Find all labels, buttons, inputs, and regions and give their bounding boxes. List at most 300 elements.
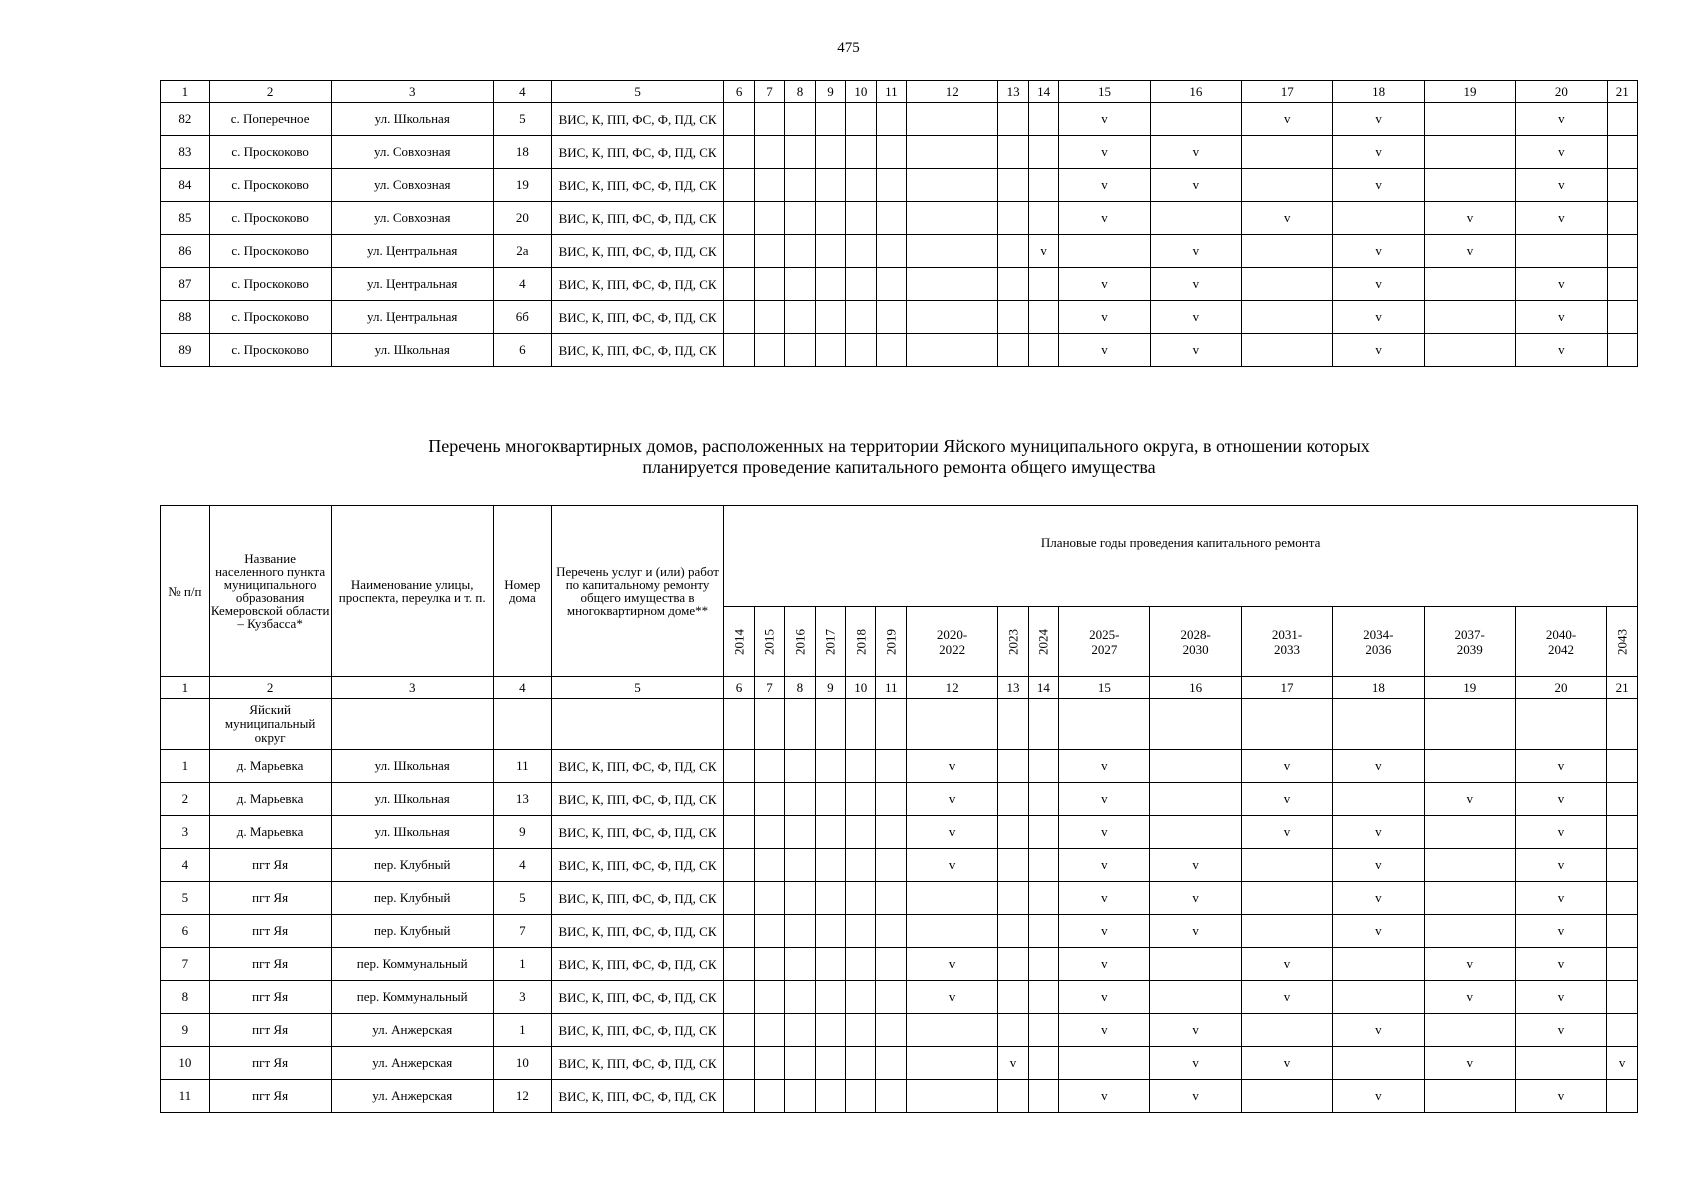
column-number-cell: 18 bbox=[1333, 81, 1424, 103]
year-mark bbox=[1028, 948, 1058, 981]
year-mark bbox=[815, 202, 845, 235]
street-name: ул. Совхозная bbox=[331, 136, 493, 169]
year-mark bbox=[846, 136, 876, 169]
works-list: ВИС, К, ПП, ФС, Ф, ПД, СК bbox=[551, 268, 724, 301]
year-mark bbox=[998, 169, 1028, 202]
row-number: 88 bbox=[161, 301, 210, 334]
year-mark bbox=[1333, 948, 1424, 981]
column-number-cell: 17 bbox=[1241, 677, 1332, 699]
year-mark bbox=[785, 1014, 815, 1047]
year-mark: v bbox=[1515, 915, 1606, 948]
row-number: 4 bbox=[161, 849, 210, 882]
year-mark bbox=[1028, 301, 1058, 334]
year-mark: v bbox=[1424, 202, 1515, 235]
header-year bbox=[815, 607, 845, 677]
year-mark bbox=[1607, 915, 1638, 948]
year-mark: v bbox=[1241, 750, 1332, 783]
column-number-cell: 17 bbox=[1242, 81, 1333, 103]
year-mark bbox=[1607, 103, 1638, 136]
year-mark bbox=[1424, 849, 1515, 882]
table-row bbox=[161, 235, 1638, 268]
column-number-cell: 19 bbox=[1424, 677, 1515, 699]
group-empty bbox=[754, 699, 784, 750]
street-name: пер. Клубный bbox=[331, 849, 493, 882]
year-mark bbox=[815, 1014, 845, 1047]
place-name: пгт Яя bbox=[209, 1047, 331, 1080]
year-mark bbox=[876, 882, 906, 915]
header-works: Перечень услуг и (или) работ по капитальному ремонту общего имущества в многоквартирном доме** bbox=[551, 506, 724, 677]
place-name: пгт Яя bbox=[209, 1080, 331, 1113]
year-mark: v bbox=[1059, 1014, 1150, 1047]
year-mark bbox=[1333, 1047, 1424, 1080]
year-mark bbox=[907, 235, 998, 268]
year-mark: v bbox=[1059, 915, 1150, 948]
year-mark: v bbox=[1241, 783, 1332, 816]
house-number: 10 bbox=[493, 1047, 551, 1080]
year-mark bbox=[815, 915, 845, 948]
header-year: 2037- 2039 bbox=[1424, 607, 1515, 677]
year-mark bbox=[1424, 816, 1515, 849]
table-row bbox=[161, 301, 1638, 334]
header-year bbox=[724, 607, 754, 677]
year-mark bbox=[724, 334, 754, 367]
year-mark bbox=[785, 849, 815, 882]
column-number-cell: 8 bbox=[785, 81, 815, 103]
year-mark bbox=[754, 1014, 784, 1047]
header-year bbox=[998, 607, 1028, 677]
year-mark bbox=[1424, 334, 1515, 367]
column-number-row bbox=[161, 677, 1638, 699]
year-mark: v bbox=[1516, 268, 1607, 301]
year-mark bbox=[1607, 334, 1638, 367]
place-name: с. Проскоково bbox=[209, 136, 331, 169]
year-mark bbox=[785, 334, 815, 367]
table-row bbox=[161, 1080, 1638, 1113]
year-mark: v bbox=[1059, 301, 1150, 334]
year-mark bbox=[724, 750, 754, 783]
year-mark bbox=[907, 268, 998, 301]
year-mark bbox=[998, 1080, 1028, 1113]
place-name: пгт Яя bbox=[209, 981, 331, 1014]
year-mark bbox=[1028, 268, 1058, 301]
year-mark bbox=[998, 301, 1028, 334]
column-number-cell: 1 bbox=[161, 677, 210, 699]
year-mark bbox=[1059, 1047, 1150, 1080]
works-list: ВИС, К, ПП, ФС, Ф, ПД, СК bbox=[551, 981, 724, 1014]
street-name: ул. Школьная bbox=[331, 334, 493, 367]
column-number-cell: 6 bbox=[724, 677, 754, 699]
year-mark bbox=[724, 235, 754, 268]
year-mark bbox=[1028, 1080, 1058, 1113]
year-mark bbox=[846, 103, 876, 136]
year-mark bbox=[1424, 136, 1515, 169]
header-street: Наименование улицы, проспекта, переулка и т. п. bbox=[331, 506, 493, 677]
column-number-cell: 13 bbox=[998, 677, 1028, 699]
year-mark: v bbox=[1059, 948, 1150, 981]
place-name: с. Поперечное bbox=[209, 103, 331, 136]
year-mark bbox=[1424, 915, 1515, 948]
year-mark bbox=[846, 816, 876, 849]
year-mark bbox=[846, 169, 876, 202]
year-mark bbox=[724, 1047, 754, 1080]
year-mark bbox=[906, 1014, 997, 1047]
year-mark bbox=[754, 849, 784, 882]
header-year-label: 2017 bbox=[822, 628, 838, 655]
year-mark bbox=[754, 882, 784, 915]
street-name: пер. Коммунальный bbox=[331, 981, 493, 1014]
year-mark bbox=[815, 849, 845, 882]
year-mark bbox=[906, 1047, 997, 1080]
header-year: 2020- 2022 bbox=[906, 607, 997, 677]
row-number: 83 bbox=[161, 136, 210, 169]
year-mark: v bbox=[1150, 849, 1241, 882]
row-number: 85 bbox=[161, 202, 210, 235]
year-mark bbox=[998, 783, 1028, 816]
year-mark bbox=[785, 1047, 815, 1080]
year-mark bbox=[1607, 948, 1638, 981]
row-number: 5 bbox=[161, 882, 210, 915]
house-number: 1 bbox=[493, 948, 551, 981]
year-mark bbox=[1150, 750, 1241, 783]
year-mark bbox=[907, 334, 998, 367]
year-mark bbox=[754, 268, 784, 301]
year-mark: v bbox=[1150, 169, 1241, 202]
street-name: пер. Коммунальный bbox=[331, 948, 493, 981]
house-number: 4 bbox=[493, 268, 551, 301]
year-mark bbox=[1607, 169, 1638, 202]
year-mark bbox=[998, 882, 1028, 915]
place-name: с. Проскоково bbox=[209, 169, 331, 202]
group-empty bbox=[998, 699, 1028, 750]
year-mark bbox=[876, 816, 906, 849]
year-mark bbox=[754, 783, 784, 816]
group-empty bbox=[724, 699, 754, 750]
year-mark: v bbox=[1333, 849, 1424, 882]
year-mark bbox=[1150, 103, 1241, 136]
year-mark bbox=[754, 915, 784, 948]
year-mark: v bbox=[1333, 301, 1424, 334]
table-row bbox=[161, 981, 1638, 1014]
street-name: пер. Клубный bbox=[331, 915, 493, 948]
year-mark bbox=[785, 1080, 815, 1113]
year-mark bbox=[876, 169, 906, 202]
year-mark: v bbox=[1150, 1080, 1241, 1113]
year-mark bbox=[1028, 750, 1058, 783]
year-mark bbox=[1607, 1080, 1638, 1113]
year-mark bbox=[724, 816, 754, 849]
year-mark: v bbox=[1059, 136, 1150, 169]
year-mark: v bbox=[1059, 783, 1150, 816]
group-empty bbox=[846, 699, 876, 750]
year-mark bbox=[998, 202, 1028, 235]
header-year: 2031- 2033 bbox=[1241, 607, 1332, 677]
year-mark bbox=[724, 169, 754, 202]
year-mark: v bbox=[1333, 882, 1424, 915]
house-number: 4 bbox=[493, 849, 551, 882]
year-mark bbox=[754, 816, 784, 849]
table-row bbox=[161, 103, 1638, 136]
column-number-cell: 20 bbox=[1516, 81, 1607, 103]
place-name: пгт Яя bbox=[209, 849, 331, 882]
table-row bbox=[161, 268, 1638, 301]
place-name: с. Проскоково bbox=[209, 268, 331, 301]
year-mark: v bbox=[1333, 136, 1424, 169]
works-list: ВИС, К, ПП, ФС, Ф, ПД, СК bbox=[551, 235, 724, 268]
year-mark bbox=[754, 1047, 784, 1080]
year-mark bbox=[876, 268, 906, 301]
year-mark bbox=[846, 882, 876, 915]
year-mark bbox=[846, 915, 876, 948]
works-list: ВИС, К, ПП, ФС, Ф, ПД, СК bbox=[551, 136, 724, 169]
group-empty bbox=[1150, 699, 1241, 750]
group-empty bbox=[815, 699, 845, 750]
header-year bbox=[1028, 607, 1058, 677]
year-mark bbox=[846, 334, 876, 367]
year-mark bbox=[876, 136, 906, 169]
year-mark bbox=[815, 169, 845, 202]
year-mark bbox=[724, 301, 754, 334]
year-mark: v bbox=[1059, 268, 1150, 301]
year-mark: v bbox=[1424, 948, 1515, 981]
place-name: пгт Яя bbox=[209, 1014, 331, 1047]
year-mark: v bbox=[1059, 849, 1150, 882]
works-list: ВИС, К, ПП, ФС, Ф, ПД, СК bbox=[551, 816, 724, 849]
year-mark bbox=[1242, 268, 1333, 301]
house-number: 5 bbox=[493, 103, 551, 136]
year-mark bbox=[846, 235, 876, 268]
row-number: 11 bbox=[161, 1080, 210, 1113]
year-mark bbox=[846, 1014, 876, 1047]
year-mark: v bbox=[1059, 169, 1150, 202]
table-row bbox=[161, 948, 1638, 981]
year-mark bbox=[906, 1080, 997, 1113]
year-mark bbox=[1241, 1014, 1332, 1047]
year-mark bbox=[1150, 202, 1241, 235]
header-year: 2028- 2030 bbox=[1150, 607, 1241, 677]
header-years-group: Плановые годы проведения капитального ремонта bbox=[724, 506, 1638, 607]
column-number-cell: 11 bbox=[876, 677, 906, 699]
year-mark bbox=[1424, 1080, 1515, 1113]
year-mark bbox=[1424, 750, 1515, 783]
year-mark bbox=[785, 235, 815, 268]
header-year: 2025- 2027 bbox=[1059, 607, 1150, 677]
year-mark bbox=[1515, 1047, 1606, 1080]
year-mark bbox=[846, 301, 876, 334]
year-mark bbox=[906, 882, 997, 915]
table-houses bbox=[160, 505, 1638, 1113]
year-mark bbox=[1028, 915, 1058, 948]
works-list: ВИС, К, ПП, ФС, Ф, ПД, СК bbox=[551, 169, 724, 202]
year-mark bbox=[998, 103, 1028, 136]
works-list: ВИС, К, ПП, ФС, Ф, ПД, СК bbox=[551, 301, 724, 334]
year-mark bbox=[754, 1080, 784, 1113]
year-mark: v bbox=[998, 1047, 1028, 1080]
year-mark bbox=[876, 334, 906, 367]
column-number-cell: 1 bbox=[161, 81, 210, 103]
group-name: Яйский муниципальный округ bbox=[209, 699, 331, 750]
place-name: д. Марьевка bbox=[209, 783, 331, 816]
year-mark bbox=[998, 1014, 1028, 1047]
works-list: ВИС, К, ПП, ФС, Ф, ПД, СК bbox=[551, 882, 724, 915]
year-mark: v bbox=[1516, 202, 1607, 235]
year-mark bbox=[1150, 783, 1241, 816]
year-mark bbox=[785, 816, 815, 849]
year-mark bbox=[846, 268, 876, 301]
column-number-cell: 10 bbox=[846, 81, 876, 103]
year-mark bbox=[1607, 981, 1638, 1014]
works-list: ВИС, К, ПП, ФС, Ф, ПД, СК bbox=[551, 1047, 724, 1080]
header-year-label: 2024 bbox=[1035, 628, 1051, 655]
year-mark: v bbox=[1059, 750, 1150, 783]
year-mark bbox=[1028, 334, 1058, 367]
year-mark bbox=[724, 1080, 754, 1113]
year-mark: v bbox=[1333, 915, 1424, 948]
year-mark bbox=[998, 235, 1028, 268]
year-mark: v bbox=[1150, 915, 1241, 948]
works-list: ВИС, К, ПП, ФС, Ф, ПД, СК bbox=[551, 948, 724, 981]
house-number: 1 bbox=[493, 1014, 551, 1047]
year-mark bbox=[876, 235, 906, 268]
street-name: ул. Школьная bbox=[331, 103, 493, 136]
works-list: ВИС, К, ПП, ФС, Ф, ПД, СК bbox=[551, 750, 724, 783]
year-mark bbox=[724, 136, 754, 169]
group-empty bbox=[1333, 699, 1424, 750]
year-mark bbox=[876, 948, 906, 981]
year-mark: v bbox=[1333, 1080, 1424, 1113]
row-number: 2 bbox=[161, 783, 210, 816]
year-mark bbox=[724, 948, 754, 981]
year-mark bbox=[846, 202, 876, 235]
year-mark: v bbox=[1333, 1014, 1424, 1047]
year-mark bbox=[1241, 915, 1332, 948]
year-mark: v bbox=[1333, 103, 1424, 136]
year-mark bbox=[1028, 1047, 1058, 1080]
year-mark bbox=[906, 915, 997, 948]
year-mark: v bbox=[1150, 268, 1241, 301]
house-number: 3 bbox=[493, 981, 551, 1014]
year-mark bbox=[907, 301, 998, 334]
group-empty bbox=[1241, 699, 1332, 750]
year-mark bbox=[998, 981, 1028, 1014]
year-mark: v bbox=[1028, 235, 1058, 268]
column-number-cell: 2 bbox=[209, 677, 331, 699]
row-number: 6 bbox=[161, 915, 210, 948]
year-mark bbox=[785, 301, 815, 334]
year-mark bbox=[754, 103, 784, 136]
year-mark bbox=[876, 915, 906, 948]
year-mark bbox=[846, 981, 876, 1014]
year-mark: v bbox=[1241, 816, 1332, 849]
works-list: ВИС, К, ПП, ФС, Ф, ПД, СК bbox=[551, 103, 724, 136]
street-name: ул. Школьная bbox=[331, 783, 493, 816]
page-number: 475 bbox=[837, 40, 860, 56]
column-number-cell: 9 bbox=[815, 81, 845, 103]
year-mark bbox=[1424, 882, 1515, 915]
year-mark bbox=[754, 981, 784, 1014]
place-name: пгт Яя bbox=[209, 915, 331, 948]
year-mark bbox=[907, 169, 998, 202]
house-number: 6 bbox=[493, 334, 551, 367]
year-mark bbox=[998, 750, 1028, 783]
year-mark: v bbox=[1424, 981, 1515, 1014]
street-name: ул. Анжерская bbox=[331, 1047, 493, 1080]
column-number-cell: 21 bbox=[1607, 81, 1638, 103]
year-mark bbox=[876, 1080, 906, 1113]
group-empty bbox=[876, 699, 906, 750]
year-mark bbox=[815, 235, 845, 268]
header-year: 2034- 2036 bbox=[1333, 607, 1424, 677]
year-mark bbox=[754, 136, 784, 169]
year-mark bbox=[846, 783, 876, 816]
year-mark bbox=[815, 103, 845, 136]
year-mark: v bbox=[1516, 169, 1607, 202]
year-mark bbox=[724, 915, 754, 948]
year-mark bbox=[1241, 849, 1332, 882]
works-list: ВИС, К, ПП, ФС, Ф, ПД, СК bbox=[551, 1014, 724, 1047]
year-mark: v bbox=[1515, 750, 1606, 783]
year-mark bbox=[1516, 235, 1607, 268]
header-number: № п/п bbox=[161, 506, 210, 677]
year-mark: v bbox=[1515, 1014, 1606, 1047]
house-number: 20 bbox=[493, 202, 551, 235]
group-empty bbox=[331, 699, 493, 750]
year-mark: v bbox=[1333, 750, 1424, 783]
works-list: ВИС, К, ПП, ФС, Ф, ПД, СК bbox=[551, 915, 724, 948]
year-mark bbox=[876, 981, 906, 1014]
year-mark bbox=[724, 1014, 754, 1047]
year-mark bbox=[1150, 816, 1241, 849]
year-mark bbox=[785, 915, 815, 948]
year-mark bbox=[815, 948, 845, 981]
year-mark: v bbox=[1515, 981, 1606, 1014]
year-mark bbox=[998, 948, 1028, 981]
year-mark bbox=[724, 103, 754, 136]
column-number-cell: 14 bbox=[1028, 677, 1058, 699]
header-house: Номер дома bbox=[493, 506, 551, 677]
column-number-cell: 12 bbox=[907, 81, 998, 103]
year-mark bbox=[876, 849, 906, 882]
year-mark bbox=[724, 268, 754, 301]
year-mark: v bbox=[1241, 948, 1332, 981]
header-year-label: 2015 bbox=[761, 628, 777, 655]
year-mark bbox=[815, 1080, 845, 1113]
year-mark bbox=[754, 235, 784, 268]
table-row bbox=[161, 1014, 1638, 1047]
house-number: 2а bbox=[493, 235, 551, 268]
year-mark bbox=[1333, 981, 1424, 1014]
column-number-cell: 10 bbox=[846, 677, 876, 699]
year-mark bbox=[785, 136, 815, 169]
header-year-label: 2043 bbox=[1614, 628, 1630, 655]
column-number-cell: 5 bbox=[551, 81, 724, 103]
row-number: 84 bbox=[161, 169, 210, 202]
year-mark bbox=[876, 1047, 906, 1080]
year-mark bbox=[754, 948, 784, 981]
header-year-label: 2023 bbox=[1005, 628, 1021, 655]
year-mark bbox=[1028, 136, 1058, 169]
house-number: 13 bbox=[493, 783, 551, 816]
year-mark: v bbox=[1242, 202, 1333, 235]
header-year-label: 2014 bbox=[731, 628, 747, 655]
street-name: ул. Центральная bbox=[331, 301, 493, 334]
year-mark: v bbox=[1241, 981, 1332, 1014]
column-number-cell: 18 bbox=[1333, 677, 1424, 699]
house-number: 12 bbox=[493, 1080, 551, 1113]
works-list: ВИС, К, ПП, ФС, Ф, ПД, СК bbox=[551, 1080, 724, 1113]
column-number-cell: 15 bbox=[1059, 81, 1150, 103]
year-mark: v bbox=[1516, 103, 1607, 136]
year-mark bbox=[1028, 882, 1058, 915]
